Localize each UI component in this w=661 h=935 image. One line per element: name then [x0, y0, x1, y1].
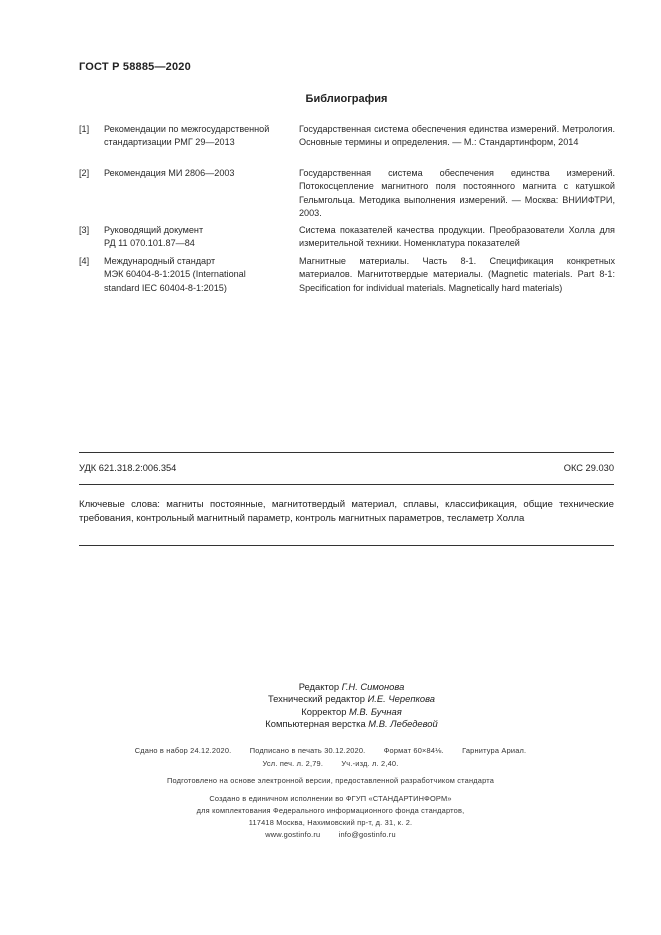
- paper-format: Формат 60×84⅛.: [383, 746, 444, 755]
- ref-source-line: Рекомендации по межгосударственной: [104, 124, 270, 134]
- typeface: Гарнитура Ариал.: [462, 746, 527, 755]
- ref-source: [104, 224, 294, 251]
- ref-source-line: Международный стандарт: [104, 256, 216, 266]
- ref-number: [4]: [79, 256, 90, 266]
- ref-number: [3]: [79, 225, 90, 235]
- credit-person: М.В. Лебедевой: [368, 717, 438, 729]
- publisher-line-1: Создано в единичном исполнении во ФГУП «СТАНДАРТИНФОРМ»: [209, 794, 452, 803]
- email-link[interactable]: info@gostinfo.ru: [338, 830, 396, 839]
- keywords: Ключевые слова: магниты постоянные, магнитотвердый материал, сплавы, классификация, общие технические требования, контрольный магнитный параметр, контроль магнитных параметров, тесламетр Холла: [79, 499, 614, 524]
- production-line-1: [0, 746, 661, 755]
- credit-editor: [42, 681, 661, 693]
- credit-role: Компьютерная верстка: [265, 717, 366, 729]
- bottom-divider: [79, 545, 614, 546]
- ref-source-line: standard IEC 60404-8-1:2015): [104, 282, 227, 293]
- ref-number: [2]: [79, 168, 90, 178]
- typeset-date: Сдано в набор 24.12.2020.: [134, 746, 232, 755]
- publ-sheets: Уч.-изд. л. 2,40.: [341, 759, 399, 768]
- ref-description: Магнитные материалы. Часть 8-1. Спецификация конкретных материалов. Магнитотвердые материалы. (Magnetic materials. Part 8-1: Specification for individual materials. Magnetically hard materials): [299, 256, 615, 293]
- prepared-note: Подготовлено на основе электронной версии, предоставленной разработчиком стандарта: [166, 776, 495, 785]
- ref-source-line: стандартизации РМГ 29—2013: [104, 137, 235, 148]
- credit-person: Г.Н. Симонова: [341, 681, 405, 692]
- udk-code: УДК 621.318.2:006.354: [79, 463, 177, 473]
- credit-person: И.Е. Черепкова: [367, 693, 436, 705]
- credit-role: Технический редактор: [267, 693, 365, 705]
- oks-code: ОКС 29.030: [563, 463, 614, 473]
- ref-number: [1]: [79, 124, 90, 134]
- publisher-contacts: [0, 830, 661, 839]
- website-link[interactable]: www.gostinfo.ru: [265, 830, 321, 839]
- ref-source-line: Рекомендация МИ 2806—2003: [104, 168, 235, 178]
- credits: [0, 681, 661, 730]
- print-sheets: Усл. печ. л. 2,79.: [262, 759, 324, 768]
- middle-divider: [79, 484, 614, 485]
- credit-layout: [42, 718, 661, 730]
- bibliography-title: Библиография: [305, 93, 388, 105]
- signed-date: Подписано в печать 30.12.2020.: [249, 746, 366, 755]
- top-divider: [79, 452, 614, 453]
- publisher-line-2: для комплектования Федерального информационного фонда стандартов,: [196, 806, 465, 815]
- ref-source: [104, 123, 294, 150]
- publisher-address: 117418 Москва, Нахимовский пр-т, д. 31, к. 2.: [248, 818, 413, 827]
- document-code: ГОСТ Р 58885—2020: [79, 61, 191, 73]
- ref-description: Система показателей качества продукции. Преобразователи Холла для измерительной техники. Номенклатура показателей: [299, 225, 615, 249]
- credit-person: М.В. Бучная: [349, 705, 402, 717]
- ref-description: Государственная система обеспечения единства измерений. Потокосцепление магнитного поля постоянного магнита с катушкой Гельмгольца. Методика выполнения измерений. — Москва: ВНИИФТРИ, 2003.: [299, 168, 615, 218]
- ref-source-line: МЭК 60404-8-1:2015 (International: [104, 269, 246, 280]
- ref-description: Государственная система обеспечения единства измерений. Метрология. Основные термины и определения. — М.: Стандартинформ, 2014: [299, 124, 615, 148]
- credit-corrector: [42, 706, 661, 718]
- credit-role: Корректор: [301, 705, 347, 717]
- production-line-2: [0, 759, 661, 768]
- ref-source-line: РД 11 070.101.87—84: [104, 238, 195, 249]
- ref-source: [104, 167, 294, 180]
- ref-source: [104, 255, 294, 295]
- credit-role: Редактор: [298, 681, 340, 692]
- credit-tech-editor: [42, 693, 661, 705]
- ref-source-line: Руководящий документ: [104, 225, 204, 235]
